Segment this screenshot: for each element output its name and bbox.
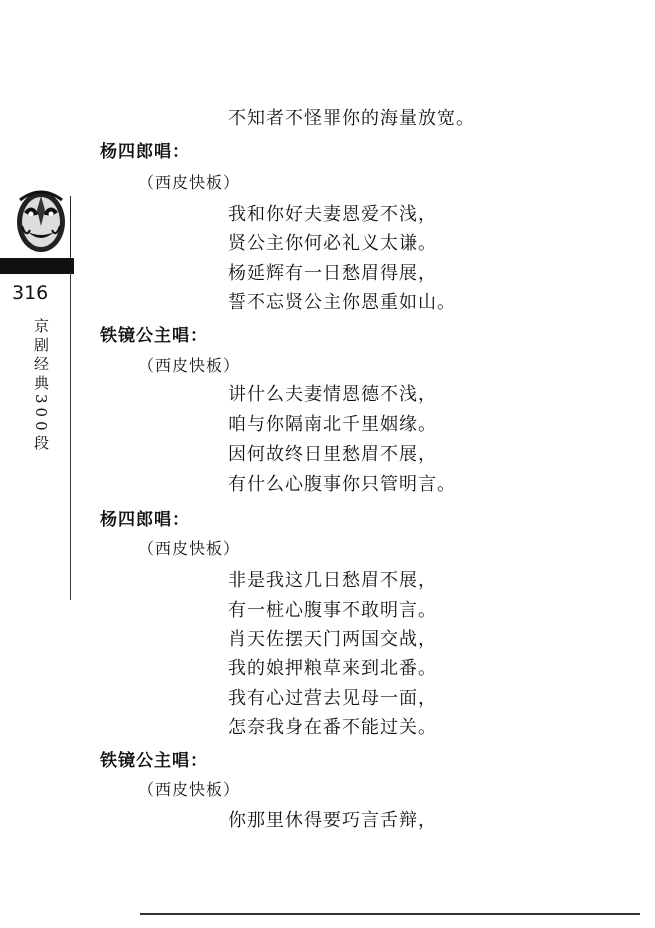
verse-line: 因何故终日里愁眉不展，	[228, 444, 437, 465]
verse-line: 肖天佐摆天门两国交战，	[228, 629, 437, 650]
bottom-rule	[140, 913, 640, 915]
verse-line: 不知者不怪罪你的海量放宽。	[228, 108, 475, 129]
page-number: 316	[12, 282, 49, 304]
sidebar-black-band	[0, 258, 74, 274]
tune-label: （西皮快板）	[138, 539, 241, 558]
verse-line: 我和你好夫妻恩爱不浅，	[228, 204, 437, 225]
opera-mask-icon	[12, 186, 70, 256]
sidebar-vertical-rule	[70, 272, 71, 600]
verse-line: 我的娘押粮草来到北番。	[228, 658, 437, 679]
verse-line: 有一桩心腹事不敢明言。	[228, 600, 437, 621]
speaker-label: 杨四郎唱：	[100, 142, 190, 162]
verse-line: 杨延辉有一日愁眉得展，	[228, 263, 437, 284]
tune-label: （西皮快板）	[138, 780, 241, 799]
verse-line: 我有心过营去见母一面，	[228, 688, 437, 709]
speaker-label: 铁镜公主唱：	[100, 326, 208, 346]
tune-label: （西皮快板）	[138, 173, 241, 192]
running-title: 京剧经典300段	[32, 318, 50, 454]
speaker-label: 杨四郎唱：	[100, 510, 190, 530]
verse-line: 非是我这几日愁眉不展，	[228, 570, 437, 591]
verse-line: 誓不忘贤公主你恩重如山。	[228, 292, 456, 313]
verse-line: 你那里休得要巧言舌辩，	[228, 810, 437, 831]
tune-label: （西皮快板）	[138, 356, 241, 375]
verse-line: 咱与你隔南北千里姻缘。	[228, 414, 437, 435]
verse-line: 讲什么夫妻情恩德不浅，	[228, 384, 437, 405]
verse-line: 怎奈我身在番不能过关。	[228, 717, 437, 738]
sidebar-tick-rule	[70, 196, 71, 258]
speaker-label: 铁镜公主唱：	[100, 751, 208, 771]
verse-line: 有什么心腹事你只管明言。	[228, 474, 456, 495]
verse-line: 贤公主你何必礼义太谦。	[228, 233, 437, 254]
